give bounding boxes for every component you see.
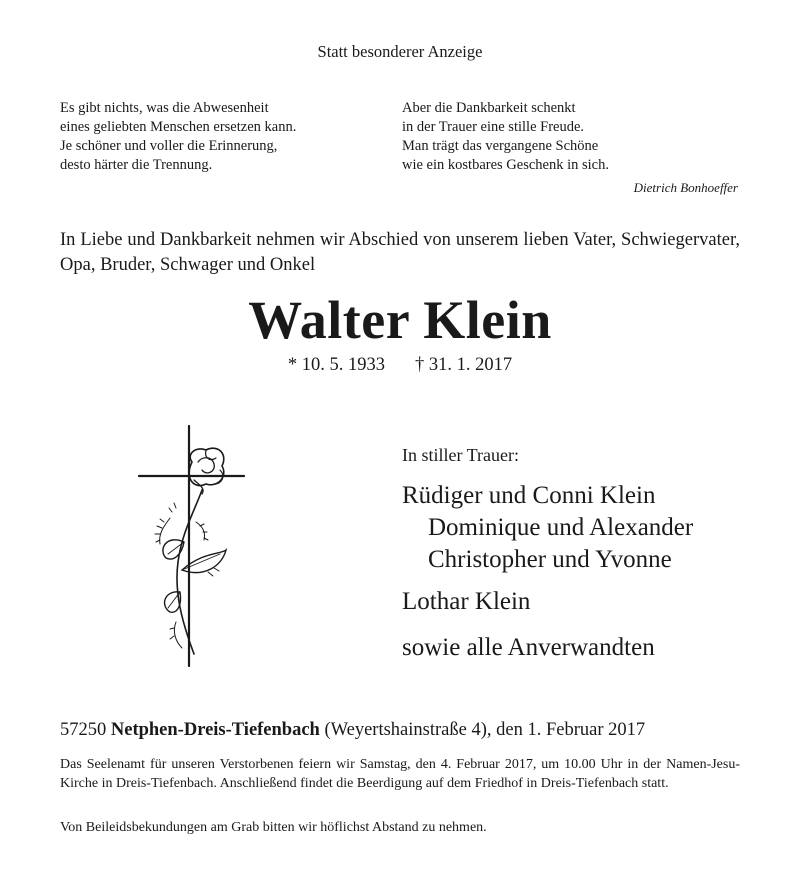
deceased-name: Walter Klein (248, 290, 552, 350)
poem-left-column (60, 99, 380, 175)
intro-text: In Liebe und Dankbarkeit nehmen wir Abschied von unserem lieben Vater, Schwiegervater, Opa, Bruder, Schwager und Onkel (60, 230, 740, 275)
mourner-line: Christopher und Yvonne (428, 546, 672, 573)
address-town: Netphen-Dreis-Tiefenbach (110, 720, 320, 740)
poem-line: in der Trauer eine stille Freude. (402, 119, 585, 135)
birth-date: * 10. 5. 1933 (287, 355, 385, 375)
address-line (60, 720, 760, 741)
address-rest: (Weyertshainstraße 4), den 1. Februar 2017 (324, 720, 646, 740)
notice-header: Statt besonderer Anzeige (317, 42, 483, 61)
closing-note: Von Beileidsbekundungen am Grab bitten wir höflichst Abstand zu nehmen. (60, 820, 487, 835)
poem-line: eines geliebten Menschen ersetzen kann. (60, 119, 297, 135)
service-info: Das Seelenamt für unseren Verstorbenen feiern wir Samstag, den 4. Februar 2017, um 10.00 Uhr in der Namen-Jesu-Kirche in Dreis-Tiefenbach. Anschließend findet die Beerdigung auf dem Friedhof in Dreis-Tiefenbach statt. (60, 757, 740, 791)
poem-line: wie ein kostbares Geschenk in sich. (402, 157, 609, 173)
mourner-line: Rüdiger und Conni Klein (402, 482, 656, 509)
mourners-block (402, 444, 782, 664)
poem-line: Je schöner und voller die Erinnerung, (60, 138, 278, 154)
poem-line: desto härter die Trennung. (60, 157, 213, 173)
address-zip: 57250 (60, 720, 107, 740)
life-dates (0, 355, 800, 376)
death-date: † 31. 1. 2017 (415, 355, 513, 375)
poem-author: Dietrich Bonhoeffer (633, 180, 738, 195)
poem-line: Man trägt das vergangene Schöne (402, 138, 599, 154)
mourners-label: In stiller Trauer: (402, 445, 519, 465)
poem-line: Es gibt nichts, was die Abwesenheit (60, 100, 269, 116)
poem-right-column (402, 99, 742, 175)
cross-with-rose-icon (136, 422, 248, 670)
mourner-line: Dominique und Alexander (428, 514, 694, 541)
mourner-line: Lothar Klein (402, 588, 531, 615)
mourner-line: sowie alle Anverwandten (402, 634, 655, 661)
poem-line: Aber die Dankbarkeit schenkt (402, 100, 576, 116)
